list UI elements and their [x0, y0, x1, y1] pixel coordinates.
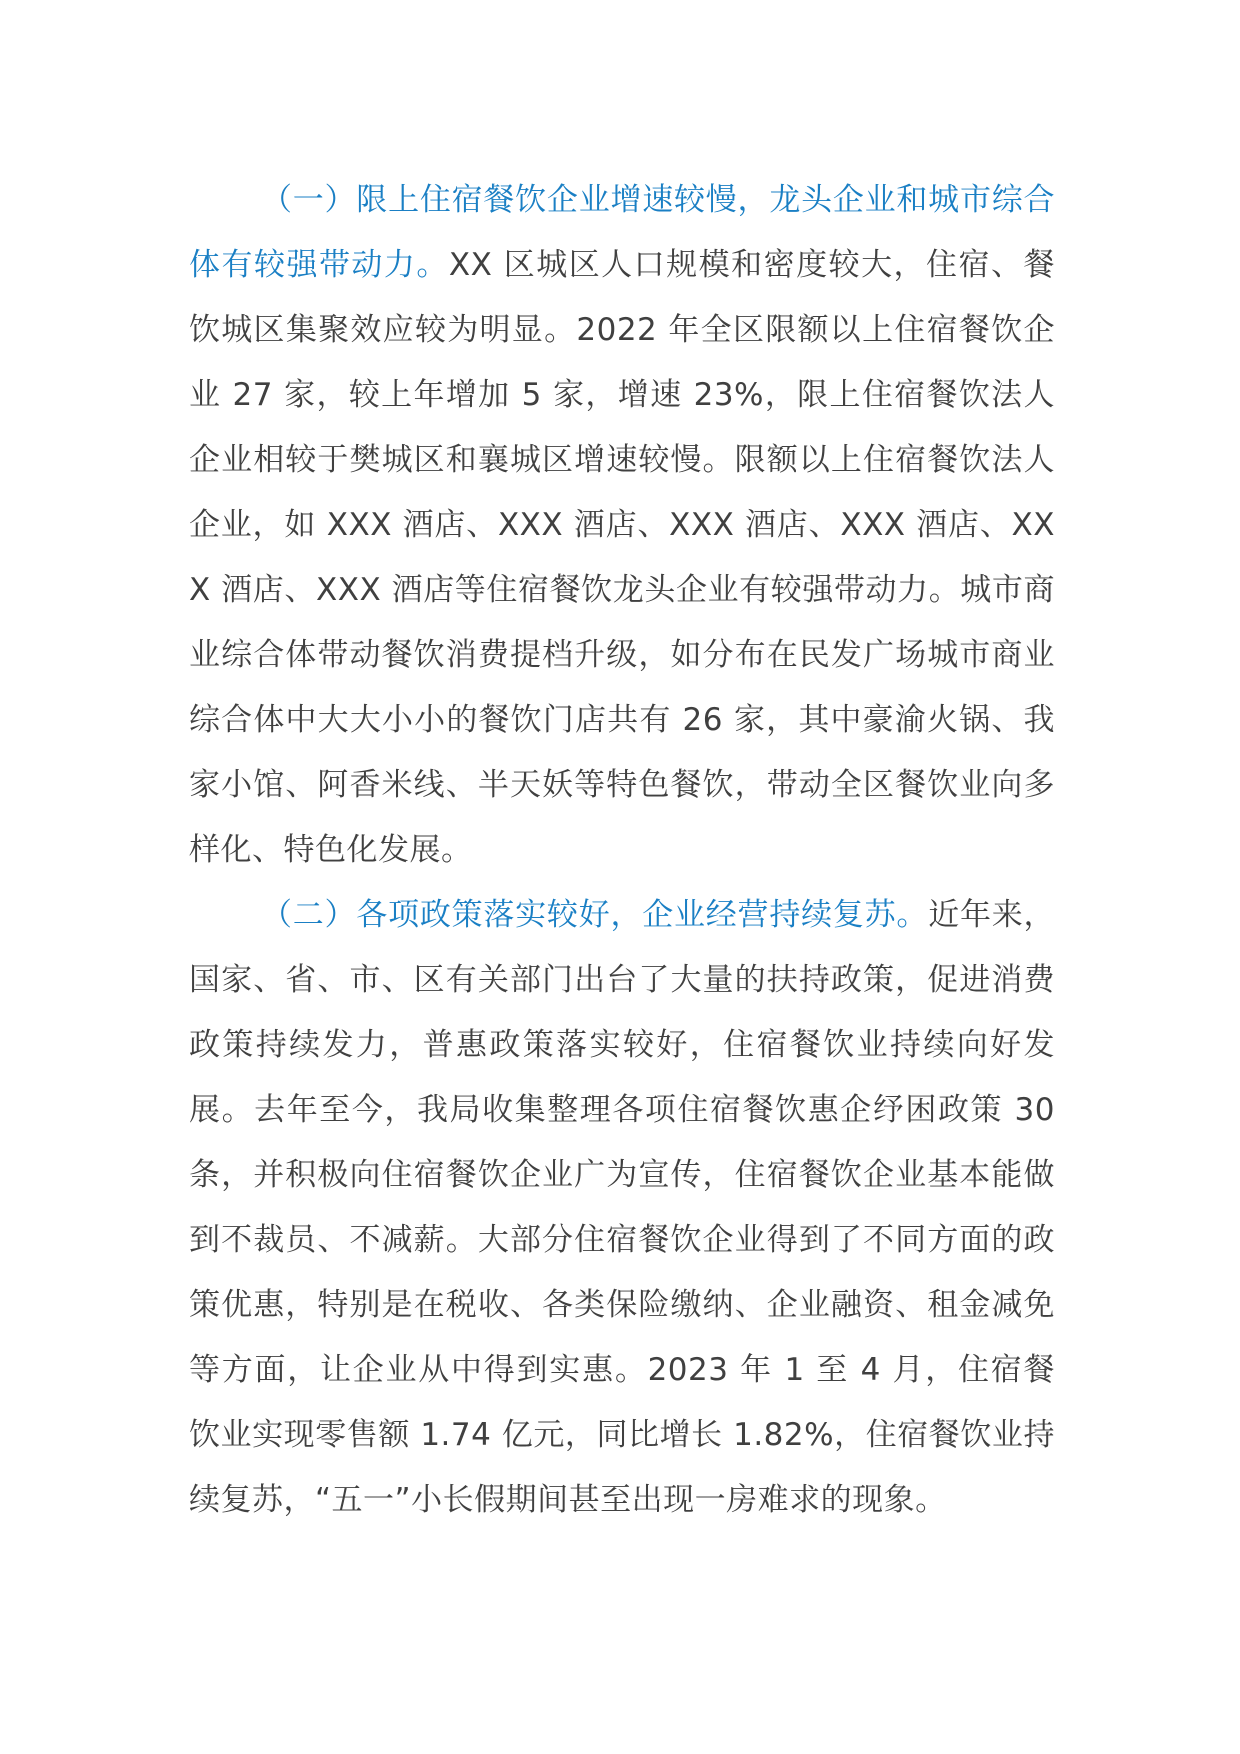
document-body [189, 168, 1055, 1533]
paragraph-2-heading: （二）各项政策落实较好，企业经营持续复苏。 [261, 897, 929, 933]
paragraph-1 [189, 168, 1055, 883]
paragraph-2 [189, 883, 1055, 1533]
paragraph-1-heading: （一）限上住宿餐饮企业增速较慢，龙头企业和城市综合体有较强带动力。 [189, 182, 1055, 283]
paragraph-2-text: 近年来，国家、省、市、区有关部门出台了大量的扶持政策，促进消费政策持续发力，普惠政策落实较好，住宿餐饮业持续向好发展。去年至今，我局收集整理各项住宿餐饮惠企纾困政策 30 条，并积极向住宿餐饮企业广为宣传，住宿餐饮企业基本能做到不裁员、不减薪。大部分住宿餐饮企业得到了不同方面的政策优惠，特别是在税收、各类保险缴纳、企业融资、租金减免等方面，让企业从中得到实惠。2023 年 1 至 4 月，住宿餐饮业实现零售额 1.74 亿元，同比增长 1.82%，住宿餐饮业持续复苏，“五一”小长假期间甚至出现一房难求的现象。 [189, 897, 1055, 1518]
paragraph-1-text: XX 区城区人口规模和密度较大，住宿、餐饮城区集聚效应较为明显。2022 年全区限额以上住宿餐饮企业 27 家，较上年增加 5 家，增速 23%，限上住宿餐饮法人企业相较于樊城区和襄城区增速较慢。限额以上住宿餐饮法人企业，如 XXX 酒店、XXX 酒店、XXX 酒店、XXX 酒店、XXX 酒店、XXX 酒店等住宿餐饮龙头企业有较强带动力。城市商业综合体带动餐饮消费提档升级，如分布在民发广场城市商业综合体中大大小小的餐饮门店共有 26 家，其中豪渝火锅、我家小馆、阿香米线、半天妖等特色餐饮，带动全区餐饮业向多样化、特色化发展。 [189, 247, 1056, 868]
